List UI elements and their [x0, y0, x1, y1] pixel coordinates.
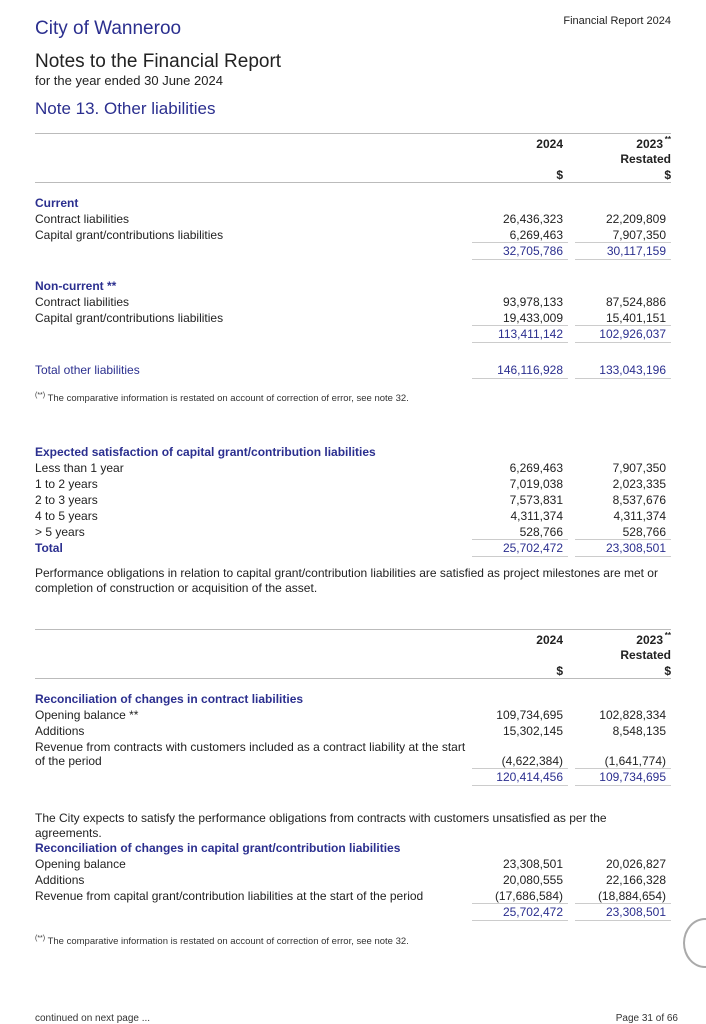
subtotal-rule [472, 259, 568, 260]
total-rule [472, 556, 568, 557]
performance-paragraph: Performance obligations in relation to capital grant/contribution liabilities are satisfied as project milestones are met or completion of construction or acquisition of the asset. [35, 566, 658, 595]
table2-header-rule [35, 678, 671, 679]
table-row: Contract liabilities 93,978,133 87,524,886 [35, 295, 666, 309]
recon-contract-heading: Reconciliation of changes in contract liabilities [35, 692, 304, 706]
total-other-liabilities: Total other liabilities 146,116,928 133,043,196 [35, 363, 666, 377]
current-heading: Current [35, 196, 79, 210]
table1-header-rule [35, 182, 671, 183]
table-row: Additions 15,302,145 8,548,135 [35, 724, 666, 738]
note-title: Note 13. Other liabilities [35, 99, 216, 118]
organization-name: City of Wanneroo [35, 18, 182, 39]
expected-heading: Expected satisfaction of capital grant/contribution liabilities [35, 445, 376, 459]
subtotal-rule [472, 342, 568, 343]
stamp-seal-icon [683, 918, 706, 968]
noncurrent-heading: Non-current ** [35, 279, 117, 293]
continued-note: continued on next page ... [35, 1013, 151, 1024]
col-2023-restated: Restated [620, 648, 671, 662]
page-number: Page 31 of 66 [615, 1013, 678, 1024]
table-row: Revenue from capital grant/contribution liabilities at the start of the period (17,686,584) (18,884,654) [35, 889, 666, 903]
col-2023-marker: ** [664, 135, 671, 144]
page-title: Notes to the Financial Report [35, 51, 282, 72]
expected-total: Total 25,702,472 23,308,501 [35, 541, 666, 555]
table-row: > 5 years 528,766 528,766 [35, 525, 666, 539]
table-row: Revenue from contracts with customers included as a contract liability at the start [35, 740, 466, 754]
col-2024-currency: $ [556, 664, 563, 678]
table-row: of the period (4,622,384) (1,641,774) [35, 754, 666, 768]
table-row: Less than 1 year 6,269,463 7,907,350 [35, 461, 666, 475]
col-2024-header: 2024 [536, 633, 563, 647]
recon-contract-total: 120,414,456 109,734,695 [496, 770, 666, 784]
table-row: 2 to 3 years 7,573,831 8,537,676 [35, 493, 666, 507]
table1-top-rule [35, 133, 671, 134]
total-rule [472, 785, 568, 786]
table-row: Capital grant/contributions liabilities 6,269,463 7,907,350 [35, 228, 666, 242]
recon-capital-heading: Reconciliation of changes in capital grant/contribution liabilities [35, 841, 401, 855]
total-rule [575, 378, 671, 379]
col-2024-header: 2024 [536, 137, 563, 151]
period-subtitle: for the year ended 30 June 2024 [35, 73, 223, 88]
total-rule [472, 378, 568, 379]
footnote: (**) The comparative information is restated on account of correction of error, see note 32. [35, 935, 409, 948]
total-rule [472, 920, 568, 921]
table-row: 4 to 5 years 4,311,374 4,311,374 [35, 509, 666, 523]
col-2023-marker: ** [664, 631, 671, 640]
col-2023-header: 2023 [636, 633, 663, 647]
recon-capital-total: 25,702,472 23,308,501 [502, 905, 666, 919]
report-name: Financial Report 2024 [563, 15, 671, 27]
footnote: (**) The comparative information is restated on account of correction of error, see note 32. [35, 392, 409, 405]
table-row: Capital grant/contributions liabilities 19,433,009 15,401,151 [35, 311, 666, 325]
total-rule [575, 920, 671, 921]
city-expects-paragraph: The City expects to satisfy the performance obligations from contracts with customers unsatisfied as per the agreements. [35, 811, 607, 840]
table2-top-rule [35, 629, 671, 630]
current-subtotal: 32,705,786 30,117,159 [502, 244, 666, 258]
noncurrent-subtotal: 113,411,142 102,926,037 [498, 327, 666, 341]
col-2023-restated: Restated [620, 152, 671, 166]
table-row: Additions 20,080,555 22,166,328 [35, 873, 666, 887]
col-2023-currency: $ [664, 168, 671, 182]
col-2023-header: 2023 [636, 137, 663, 151]
table-row: 1 to 2 years 7,019,038 2,023,335 [35, 477, 666, 491]
total-rule [575, 785, 671, 786]
subtotal-rule [575, 259, 671, 260]
table-row: Contract liabilities 26,436,323 22,209,809 [35, 212, 666, 226]
subtotal-rule [575, 342, 671, 343]
table-row: Opening balance ** 109,734,695 102,828,334 [35, 708, 666, 722]
col-2024-currency: $ [556, 168, 563, 182]
table-row: Opening balance 23,308,501 20,026,827 [35, 857, 666, 871]
total-rule [575, 556, 671, 557]
col-2023-currency: $ [664, 664, 671, 678]
